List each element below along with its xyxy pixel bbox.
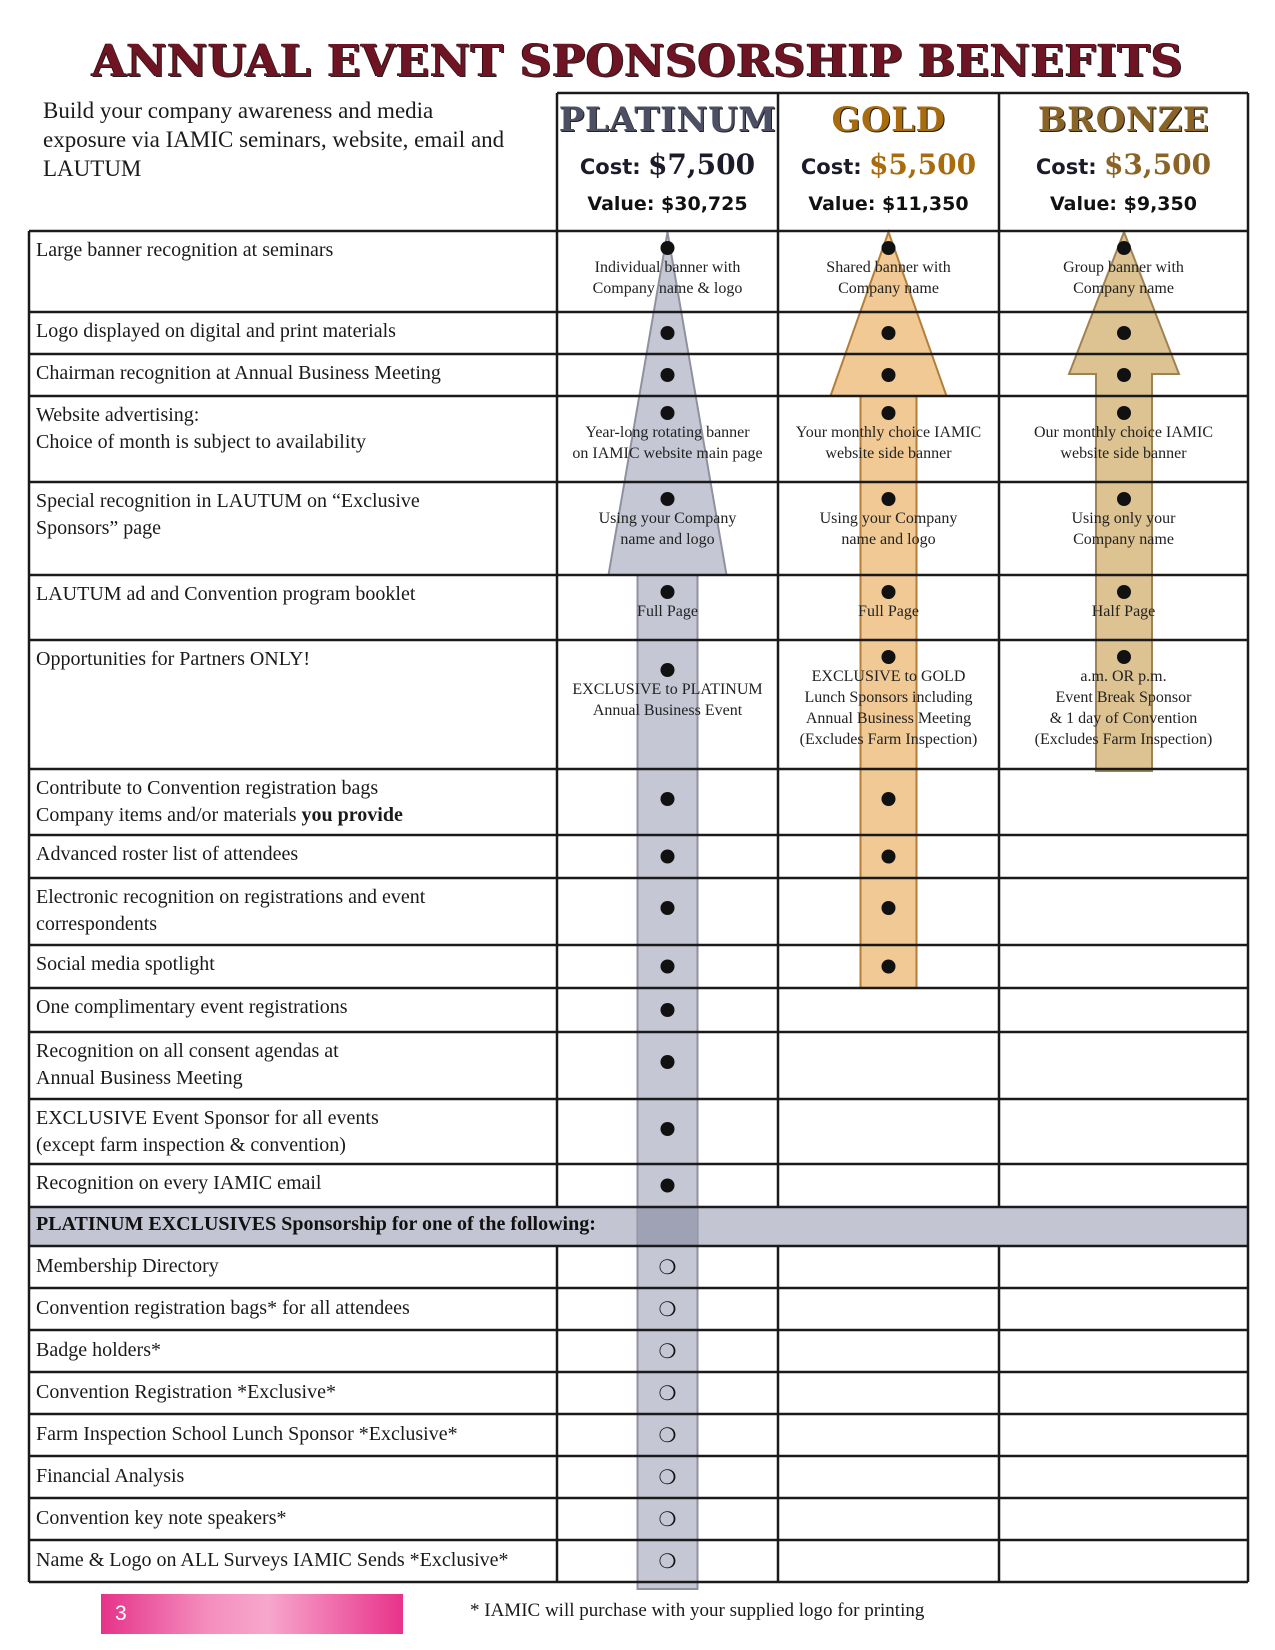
- footnote: * IAMIC will purchase with your supplied logo for printing: [470, 1600, 925, 1621]
- row-label: [36, 994, 546, 1021]
- note-line: (Excludes Farm Inspection): [1034, 731, 1213, 748]
- cost-label: Cost:: [1035, 155, 1104, 179]
- note-line: on IAMIC website main page: [572, 445, 763, 462]
- row-label: [36, 1105, 546, 1159]
- benefit-note: [559, 508, 776, 550]
- row-label-line: Opportunities for Partners ONLY!: [36, 648, 311, 670]
- page-number: 3: [101, 1594, 403, 1634]
- tier-value-bronze: Value: $9,350: [1050, 193, 1197, 215]
- exclusive-option-circle: ❍: [658, 1297, 677, 1321]
- benefit-note: [1001, 508, 1246, 550]
- note-line: Company name: [1073, 531, 1174, 548]
- row-label-line: Advanced roster list of attendees: [36, 843, 299, 865]
- benefit-dot: [882, 406, 896, 420]
- benefit-dot: [882, 792, 896, 806]
- benefit-note: [559, 679, 776, 721]
- section-header: PLATINUM EXCLUSIVES Sponsorship for one of the following:: [36, 1213, 596, 1235]
- intro-text: Build your company awareness and media exposure via IAMIC seminars, website, email and LAUTUM: [43, 98, 505, 181]
- note-line: Full Page: [858, 603, 919, 620]
- note-line: Your monthly choice IAMIC: [795, 424, 982, 441]
- benefit-dot: [882, 850, 896, 864]
- note-line: Group banner with: [1063, 259, 1184, 276]
- row-label-line: (except farm inspection & convention): [36, 1134, 346, 1156]
- exclusive-item: Convention Registration *Exclusive*: [36, 1381, 336, 1403]
- note-line: Company name: [1073, 280, 1174, 297]
- tier-cost-gold: [778, 148, 999, 181]
- benefit-note: [559, 257, 776, 299]
- benefit-dot: [882, 241, 896, 255]
- row-label-line: Social media spotlight: [36, 953, 215, 975]
- row-label-line: Contribute to Convention registration bags: [36, 777, 379, 799]
- benefit-dot: [661, 850, 675, 864]
- cost-amount: $7,500: [647, 148, 756, 181]
- page-title: ANNUAL EVENT SPONSORSHIP BENEFITS: [91, 36, 1184, 87]
- benefit-dot: [661, 960, 675, 974]
- row-label-line: Chairman recognition at Annual Business Meeting: [36, 362, 441, 384]
- note-line: Using your Company: [819, 510, 958, 527]
- exclusive-item: Farm Inspection School Lunch Sponsor *Exclusive*: [36, 1423, 458, 1445]
- note-line: EXCLUSIVE to GOLD: [811, 668, 966, 685]
- tier-name-bronze: BRONZE: [1037, 100, 1210, 140]
- note-line: Company name & logo: [592, 280, 743, 297]
- benefit-note: [780, 601, 997, 622]
- exclusive-item: Membership Directory: [36, 1255, 219, 1277]
- benefit-dot: [661, 406, 675, 420]
- note-line: Event Break Sponsor: [1055, 689, 1192, 706]
- note-line: Lunch Sponsors including: [804, 689, 973, 706]
- benefit-dot: [1117, 326, 1131, 340]
- benefit-dot: [661, 1179, 675, 1193]
- note-line: Using only your: [1071, 510, 1176, 527]
- row-label: [36, 775, 546, 829]
- exclusive-option-circle: ❍: [658, 1339, 677, 1363]
- benefit-note: [559, 422, 776, 464]
- tier-name-gold: GOLD: [831, 100, 946, 140]
- benefit-note: [780, 508, 997, 550]
- benefit-note: [780, 257, 997, 299]
- benefit-dot: [1117, 241, 1131, 255]
- row-label-line: correspondents: [36, 913, 158, 935]
- exclusive-item: Badge holders*: [36, 1339, 161, 1361]
- note-line: Using your Company: [598, 510, 737, 527]
- cost-amount: $3,500: [1103, 148, 1212, 181]
- row-label-line: Large banner recognition at seminars: [36, 239, 334, 261]
- row-label-line: Annual Business Meeting: [36, 1067, 243, 1089]
- benefit-note: [1001, 666, 1246, 750]
- section-platinum-marker: [638, 1207, 698, 1246]
- row-label-line: Recognition on every IAMIC email: [36, 1172, 322, 1194]
- exclusive-item: Convention key note speakers*: [36, 1507, 287, 1529]
- row-label: [36, 646, 546, 673]
- benefit-dot: [882, 960, 896, 974]
- row-label-line: Logo displayed on digital and print materials: [36, 320, 396, 342]
- benefit-note: [1001, 422, 1246, 464]
- label-emphasis: you provide: [301, 804, 403, 826]
- row-label-line: Special recognition in LAUTUM on “Exclusive: [36, 490, 420, 512]
- row-label-line: LAUTUM ad and Convention program booklet: [36, 583, 416, 605]
- note-line: Annual Business Event: [592, 702, 743, 719]
- label-text: Company items and/or materials: [36, 804, 302, 826]
- benefit-note: [1001, 601, 1246, 622]
- note-line: Our monthly choice IAMIC: [1033, 424, 1214, 441]
- note-line: & 1 day of Convention: [1049, 710, 1198, 727]
- benefit-dot: [661, 368, 675, 382]
- benefit-note: [780, 666, 997, 750]
- exclusive-option-circle: ❍: [658, 1381, 677, 1405]
- exclusive-option-circle: ❍: [658, 1507, 677, 1531]
- benefit-dot: [882, 585, 896, 599]
- benefit-dot: [661, 663, 675, 677]
- note-line: (Excludes Farm Inspection): [799, 731, 978, 748]
- note-line: Shared banner with: [826, 259, 951, 276]
- row-label: [36, 318, 546, 345]
- benefit-note: [780, 422, 997, 464]
- benefit-dot: [1117, 585, 1131, 599]
- note-line: Full Page: [637, 603, 698, 620]
- row-label: [36, 237, 546, 264]
- benefit-dot: [661, 585, 675, 599]
- benefit-dot: [661, 1122, 675, 1136]
- benefit-dot: [882, 901, 896, 915]
- row-label-line: EXCLUSIVE Event Sponsor for all events: [36, 1107, 379, 1129]
- note-line: name and logo: [841, 531, 936, 548]
- note-line: EXCLUSIVE to PLATINUM: [572, 681, 763, 698]
- row-label: [36, 1038, 546, 1092]
- exclusive-option-circle: ❍: [658, 1255, 677, 1279]
- cost-amount: $5,500: [868, 148, 977, 181]
- benefit-dot: [1117, 406, 1131, 420]
- benefit-dot: [1117, 368, 1131, 382]
- note-line: Individual banner with: [594, 259, 741, 276]
- row-label-line: Choice of month is subject to availability: [36, 431, 366, 453]
- row-label-line: Recognition on all consent agendas at: [36, 1040, 339, 1062]
- benefit-dot: [882, 492, 896, 506]
- exclusive-option-circle: ❍: [658, 1423, 677, 1447]
- exclusive-option-circle: ❍: [658, 1549, 677, 1573]
- benefit-dot: [661, 326, 675, 340]
- row-label-line: One complimentary event registrations: [36, 996, 348, 1018]
- tier-name-platinum: PLATINUM: [558, 100, 777, 140]
- exclusive-item: Name & Logo on ALL Surveys IAMIC Sends *Exclusive*: [36, 1549, 509, 1571]
- tier-value-gold: Value: $11,350: [808, 193, 969, 215]
- note-line: Company name: [838, 280, 939, 297]
- tier-value-platinum: Value: $30,725: [587, 193, 748, 215]
- row-label: [36, 841, 546, 868]
- benefit-note: [559, 601, 776, 622]
- benefit-dot: [882, 368, 896, 382]
- row-label: [36, 360, 546, 387]
- row-label-line: [36, 802, 546, 829]
- row-label: [36, 488, 546, 542]
- benefit-note: [1001, 257, 1246, 299]
- note-line: website side banner: [825, 445, 952, 462]
- exclusive-option-circle: ❍: [658, 1465, 677, 1489]
- benefit-dot: [661, 1055, 675, 1069]
- benefit-dot: [661, 1003, 675, 1017]
- note-line: name and logo: [620, 531, 715, 548]
- note-line: website side banner: [1060, 445, 1187, 462]
- benefit-dot: [1117, 492, 1131, 506]
- tier-cost-bronze: [999, 148, 1248, 181]
- row-label-line: Electronic recognition on registrations and event: [36, 886, 426, 908]
- benefit-dot: [661, 241, 675, 255]
- row-label-line: Website advertising:: [36, 404, 200, 426]
- note-line: Year-long rotating banner: [585, 424, 750, 441]
- note-line: a.m. OR p.m.: [1080, 668, 1167, 685]
- cost-label: Cost:: [800, 155, 869, 179]
- exclusive-item: Convention registration bags* for all attendees: [36, 1297, 410, 1319]
- benefit-dot: [882, 326, 896, 340]
- benefit-dot: [661, 492, 675, 506]
- benefit-dot: [661, 901, 675, 915]
- row-label: [36, 884, 546, 938]
- benefit-dot: [882, 650, 896, 664]
- exclusive-item: Financial Analysis: [36, 1465, 185, 1487]
- row-label: [36, 1170, 546, 1197]
- row-label: [36, 581, 546, 608]
- benefit-dot: [1117, 650, 1131, 664]
- row-label: [36, 951, 546, 978]
- tier-cost-platinum: [557, 148, 778, 181]
- benefit-dot: [661, 792, 675, 806]
- row-label: [36, 402, 546, 456]
- note-line: Half Page: [1091, 603, 1156, 620]
- cost-label: Cost:: [579, 155, 648, 179]
- note-line: Annual Business Meeting: [805, 710, 972, 727]
- row-label-line: Sponsors” page: [36, 517, 161, 539]
